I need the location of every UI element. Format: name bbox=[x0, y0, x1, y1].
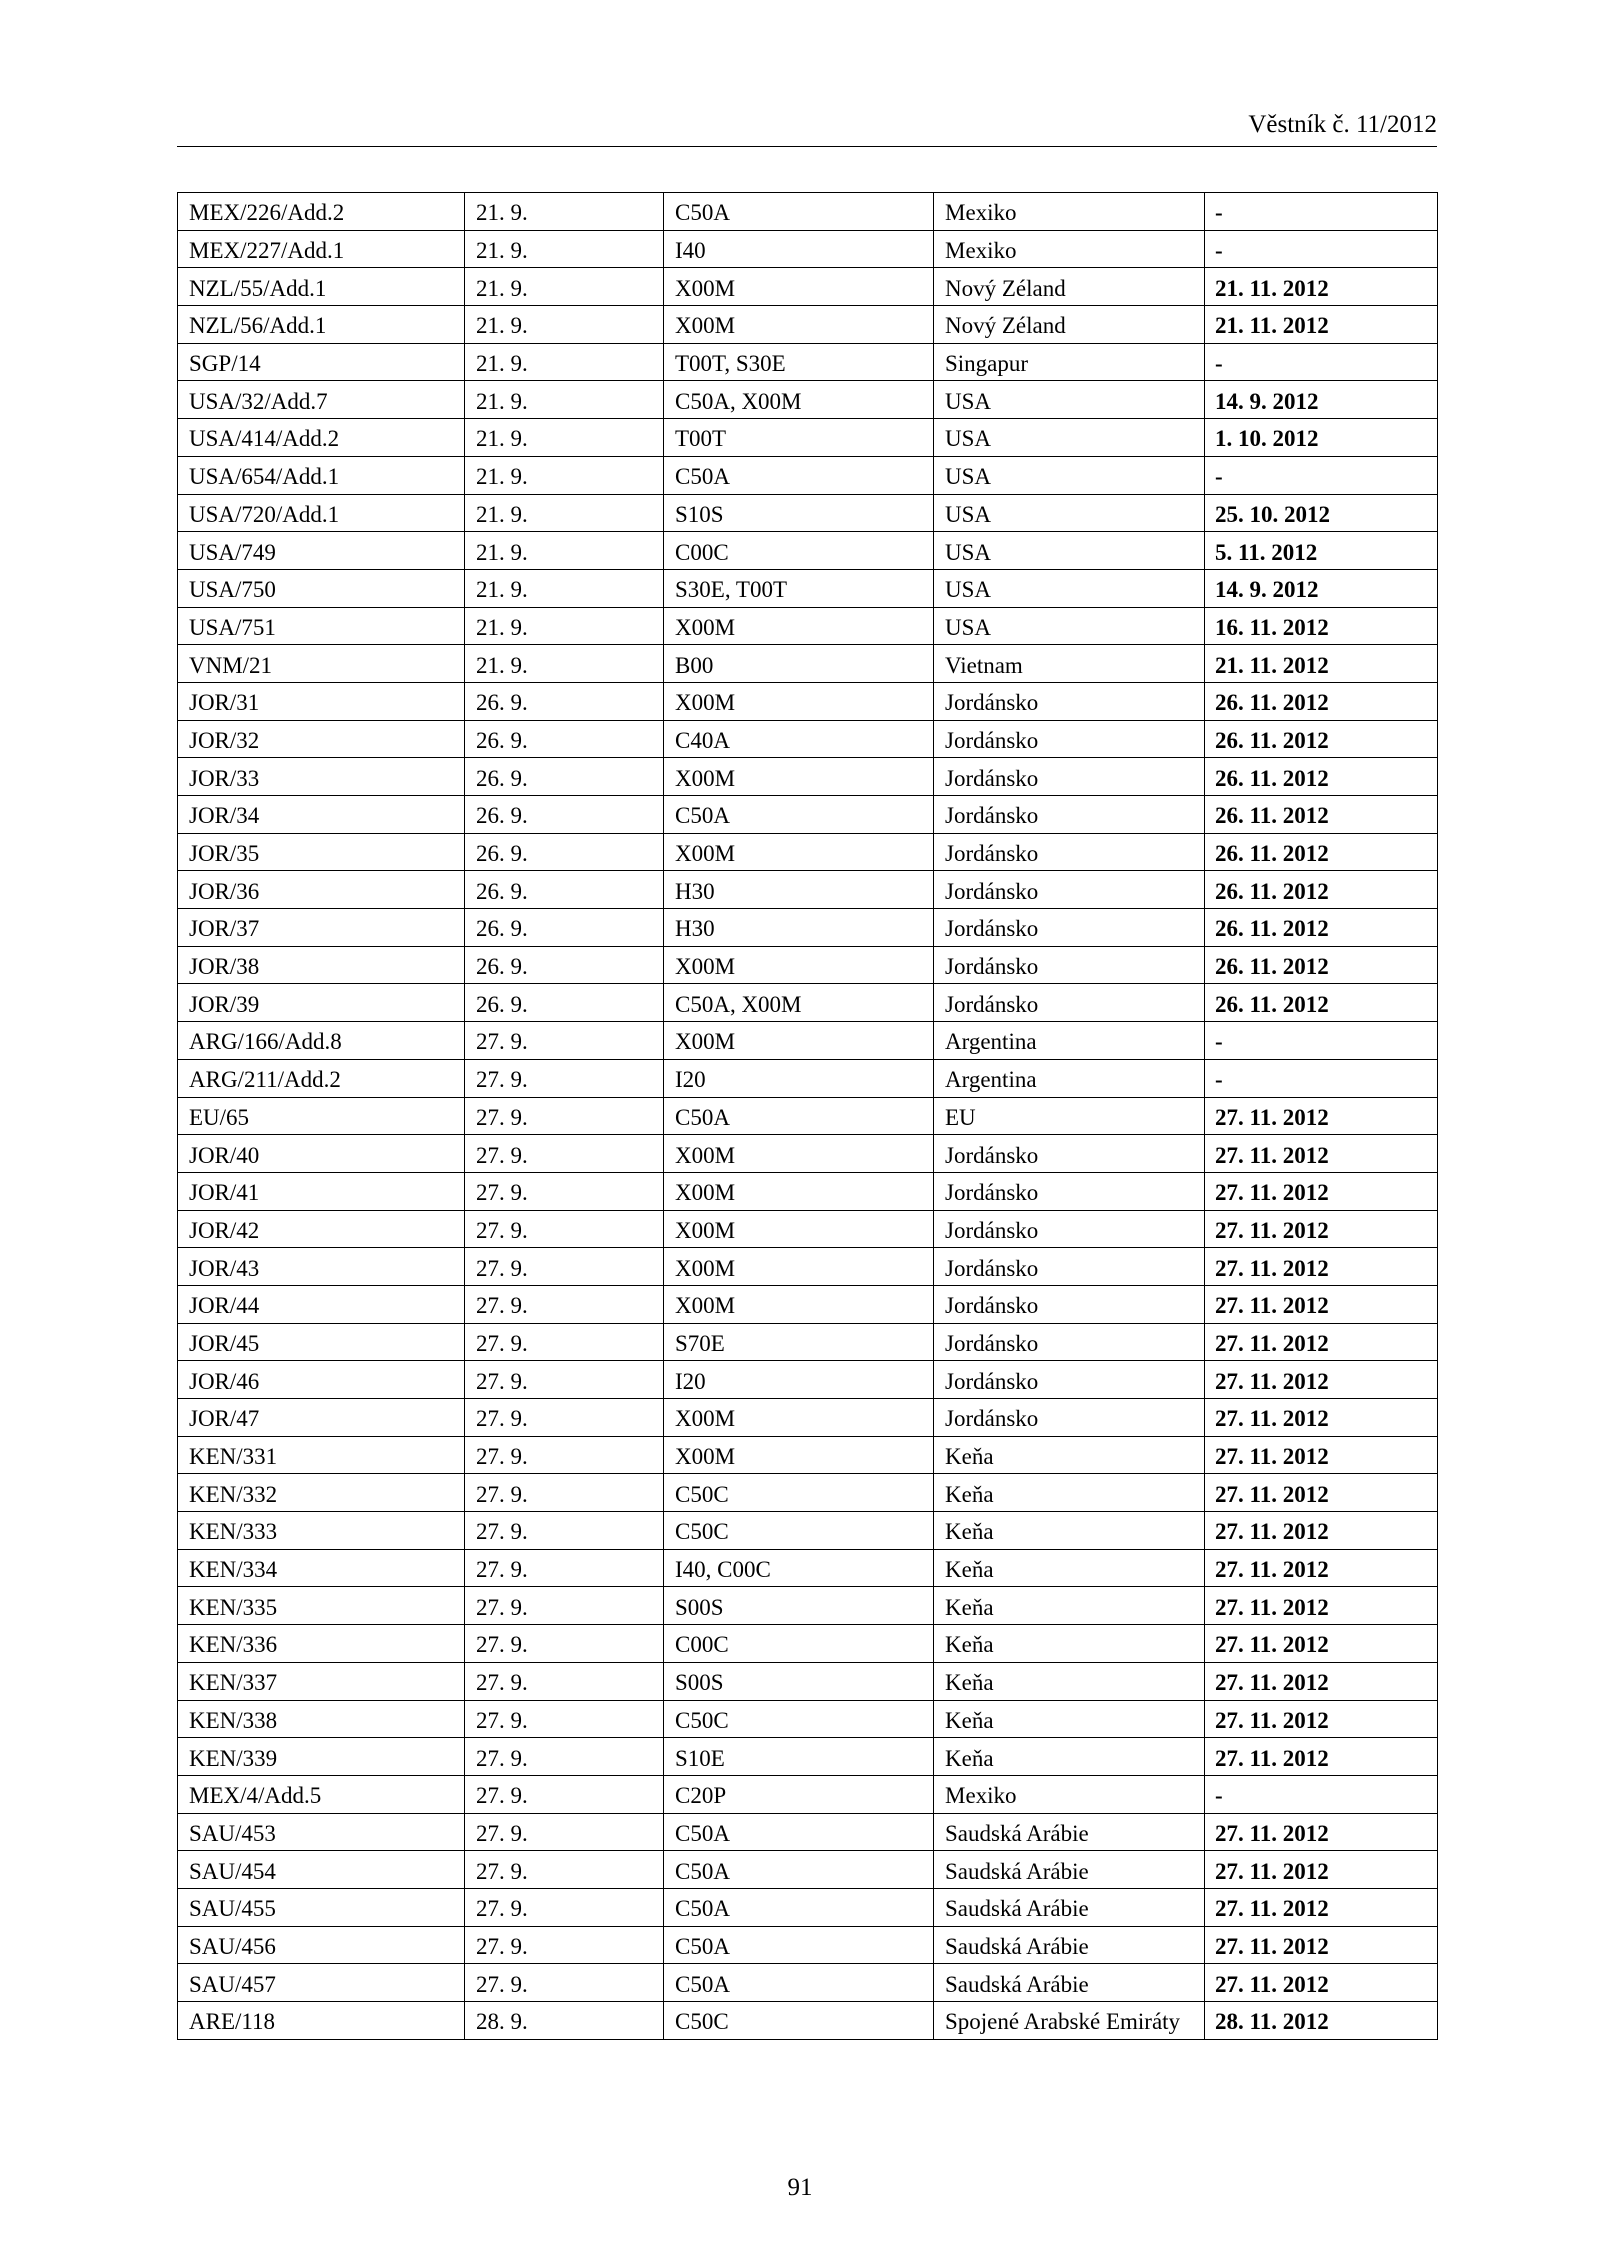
table-row bbox=[178, 532, 1438, 570]
cell-date: 27. 9. bbox=[465, 1512, 664, 1550]
cell-country: Jordánsko bbox=[934, 720, 1205, 758]
cell-document-code: ARG/211/Add.2 bbox=[178, 1059, 465, 1097]
cell-country: Jordánsko bbox=[934, 1172, 1205, 1210]
cell-deadline: - bbox=[1205, 1775, 1438, 1813]
cell-country: Jordánsko bbox=[934, 984, 1205, 1022]
table-row bbox=[178, 1512, 1438, 1550]
table-row bbox=[178, 871, 1438, 909]
cell-deadline: - bbox=[1205, 343, 1438, 381]
table-row bbox=[178, 419, 1438, 457]
cell-date: 27. 9. bbox=[465, 1022, 664, 1060]
table-row bbox=[178, 494, 1438, 532]
table-row bbox=[178, 306, 1438, 344]
cell-product-code: X00M bbox=[664, 758, 934, 796]
cell-country: USA bbox=[934, 381, 1205, 419]
cell-product-code: C50C bbox=[664, 1700, 934, 1738]
table-row bbox=[178, 1926, 1438, 1964]
cell-date: 28. 9. bbox=[465, 2002, 664, 2040]
table-row bbox=[178, 1097, 1438, 1135]
cell-country: Mexiko bbox=[934, 230, 1205, 268]
cell-date: 21. 9. bbox=[465, 456, 664, 494]
cell-product-code: C50A bbox=[664, 193, 934, 231]
table-row bbox=[178, 343, 1438, 381]
cell-document-code: JOR/44 bbox=[178, 1285, 465, 1323]
cell-country: Argentina bbox=[934, 1059, 1205, 1097]
cell-country: USA bbox=[934, 569, 1205, 607]
cell-document-code: KEN/339 bbox=[178, 1738, 465, 1776]
cell-country: Jordánsko bbox=[934, 909, 1205, 947]
cell-document-code: VNM/21 bbox=[178, 645, 465, 683]
cell-product-code: C50A bbox=[664, 1851, 934, 1889]
cell-country: Jordánsko bbox=[934, 1248, 1205, 1286]
cell-date: 26. 9. bbox=[465, 984, 664, 1022]
cell-document-code: USA/32/Add.7 bbox=[178, 381, 465, 419]
table-row bbox=[178, 569, 1438, 607]
cell-product-code: C00C bbox=[664, 532, 934, 570]
cell-deadline: 26. 11. 2012 bbox=[1205, 833, 1438, 871]
table-row bbox=[178, 1474, 1438, 1512]
cell-date: 27. 9. bbox=[465, 1135, 664, 1173]
table-row bbox=[178, 1436, 1438, 1474]
cell-document-code: KEN/337 bbox=[178, 1662, 465, 1700]
cell-deadline: 27. 11. 2012 bbox=[1205, 1474, 1438, 1512]
cell-product-code: C50A bbox=[664, 456, 934, 494]
cell-deadline: - bbox=[1205, 456, 1438, 494]
cell-document-code: JOR/39 bbox=[178, 984, 465, 1022]
cell-product-code: X00M bbox=[664, 1172, 934, 1210]
cell-document-code: JOR/36 bbox=[178, 871, 465, 909]
cell-product-code: C50C bbox=[664, 1474, 934, 1512]
cell-document-code: JOR/34 bbox=[178, 796, 465, 834]
cell-date: 21. 9. bbox=[465, 230, 664, 268]
cell-product-code: S00S bbox=[664, 1662, 934, 1700]
cell-document-code: JOR/45 bbox=[178, 1323, 465, 1361]
cell-deadline: 27. 11. 2012 bbox=[1205, 1135, 1438, 1173]
cell-document-code: MEX/4/Add.5 bbox=[178, 1775, 465, 1813]
cell-country: Keňa bbox=[934, 1512, 1205, 1550]
cell-product-code: C50A bbox=[664, 1888, 934, 1926]
cell-deadline: 14. 9. 2012 bbox=[1205, 569, 1438, 607]
table-body bbox=[178, 193, 1438, 2040]
cell-date: 27. 9. bbox=[465, 1738, 664, 1776]
cell-deadline: 26. 11. 2012 bbox=[1205, 909, 1438, 947]
cell-date: 27. 9. bbox=[465, 1926, 664, 1964]
table-row bbox=[178, 1285, 1438, 1323]
cell-deadline: 27. 11. 2012 bbox=[1205, 1172, 1438, 1210]
cell-deadline: 27. 11. 2012 bbox=[1205, 1549, 1438, 1587]
cell-date: 27. 9. bbox=[465, 1549, 664, 1587]
cell-deadline: 28. 11. 2012 bbox=[1205, 2002, 1438, 2040]
table-row bbox=[178, 984, 1438, 1022]
cell-date: 21. 9. bbox=[465, 645, 664, 683]
cell-product-code: I40, C00C bbox=[664, 1549, 934, 1587]
cell-country: Keňa bbox=[934, 1625, 1205, 1663]
table-row bbox=[178, 193, 1438, 231]
cell-document-code: SAU/457 bbox=[178, 1964, 465, 2002]
table-row bbox=[178, 1022, 1438, 1060]
cell-product-code: X00M bbox=[664, 1135, 934, 1173]
cell-product-code: C50A bbox=[664, 1964, 934, 2002]
cell-deadline: 27. 11. 2012 bbox=[1205, 1851, 1438, 1889]
cell-date: 26. 9. bbox=[465, 871, 664, 909]
cell-date: 27. 9. bbox=[465, 1172, 664, 1210]
cell-product-code: S10E bbox=[664, 1738, 934, 1776]
cell-country: Jordánsko bbox=[934, 1399, 1205, 1437]
cell-date: 27. 9. bbox=[465, 1662, 664, 1700]
cell-deadline: 27. 11. 2012 bbox=[1205, 1285, 1438, 1323]
table-row bbox=[178, 758, 1438, 796]
cell-country: Jordánsko bbox=[934, 1135, 1205, 1173]
cell-document-code: NZL/55/Add.1 bbox=[178, 268, 465, 306]
cell-country: USA bbox=[934, 494, 1205, 532]
cell-date: 27. 9. bbox=[465, 1285, 664, 1323]
cell-country: Saudská Arábie bbox=[934, 1813, 1205, 1851]
cell-product-code: C50C bbox=[664, 1512, 934, 1550]
cell-date: 27. 9. bbox=[465, 1775, 664, 1813]
cell-country: Keňa bbox=[934, 1549, 1205, 1587]
cell-date: 21. 9. bbox=[465, 607, 664, 645]
cell-deadline: 26. 11. 2012 bbox=[1205, 682, 1438, 720]
cell-product-code: S30E, T00T bbox=[664, 569, 934, 607]
cell-deadline: 14. 9. 2012 bbox=[1205, 381, 1438, 419]
cell-product-code: X00M bbox=[664, 1399, 934, 1437]
cell-country: Singapur bbox=[934, 343, 1205, 381]
cell-country: Jordánsko bbox=[934, 796, 1205, 834]
cell-product-code: C20P bbox=[664, 1775, 934, 1813]
cell-product-code: X00M bbox=[664, 1022, 934, 1060]
cell-deadline: 27. 11. 2012 bbox=[1205, 1700, 1438, 1738]
table-row bbox=[178, 1399, 1438, 1437]
cell-date: 27. 9. bbox=[465, 1248, 664, 1286]
cell-deadline: 27. 11. 2012 bbox=[1205, 1323, 1438, 1361]
cell-document-code: SAU/456 bbox=[178, 1926, 465, 1964]
cell-date: 26. 9. bbox=[465, 909, 664, 947]
cell-document-code: ARG/166/Add.8 bbox=[178, 1022, 465, 1060]
cell-country: Nový Zéland bbox=[934, 306, 1205, 344]
cell-deadline: 27. 11. 2012 bbox=[1205, 1097, 1438, 1135]
cell-product-code: X00M bbox=[664, 833, 934, 871]
cell-product-code: X00M bbox=[664, 1248, 934, 1286]
cell-deadline: 21. 11. 2012 bbox=[1205, 306, 1438, 344]
cell-product-code: I20 bbox=[664, 1059, 934, 1097]
cell-country: USA bbox=[934, 607, 1205, 645]
cell-date: 27. 9. bbox=[465, 1097, 664, 1135]
cell-deadline: 1. 10. 2012 bbox=[1205, 419, 1438, 457]
cell-product-code: C50A bbox=[664, 796, 934, 834]
cell-document-code: JOR/37 bbox=[178, 909, 465, 947]
cell-document-code: KEN/334 bbox=[178, 1549, 465, 1587]
table-row bbox=[178, 833, 1438, 871]
cell-date: 21. 9. bbox=[465, 381, 664, 419]
cell-date: 27. 9. bbox=[465, 1436, 664, 1474]
cell-document-code: USA/749 bbox=[178, 532, 465, 570]
cell-deadline: 27. 11. 2012 bbox=[1205, 1361, 1438, 1399]
cell-country: Jordánsko bbox=[934, 1210, 1205, 1248]
table-row bbox=[178, 1587, 1438, 1625]
cell-deadline: 27. 11. 2012 bbox=[1205, 1813, 1438, 1851]
cell-country: Mexiko bbox=[934, 1775, 1205, 1813]
cell-deadline: 27. 11. 2012 bbox=[1205, 1248, 1438, 1286]
cell-product-code: I20 bbox=[664, 1361, 934, 1399]
cell-document-code: SGP/14 bbox=[178, 343, 465, 381]
table-row bbox=[178, 1059, 1438, 1097]
cell-country: Spojené Arabské Emiráty bbox=[934, 2002, 1205, 2040]
table-row bbox=[178, 796, 1438, 834]
cell-product-code: C50C bbox=[664, 2002, 934, 2040]
cell-country: Keňa bbox=[934, 1738, 1205, 1776]
page-number: 91 bbox=[787, 2174, 813, 2201]
table-row bbox=[178, 1851, 1438, 1889]
table-row bbox=[178, 1700, 1438, 1738]
cell-date: 21. 9. bbox=[465, 419, 664, 457]
cell-date: 27. 9. bbox=[465, 1888, 664, 1926]
table-row bbox=[178, 645, 1438, 683]
cell-date: 27. 9. bbox=[465, 1625, 664, 1663]
table-row bbox=[178, 682, 1438, 720]
cell-document-code: SAU/454 bbox=[178, 1851, 465, 1889]
cell-date: 21. 9. bbox=[465, 268, 664, 306]
cell-product-code: S00S bbox=[664, 1587, 934, 1625]
page-header-title: Věstník č. 11/2012 bbox=[1248, 111, 1437, 138]
cell-deadline: 25. 10. 2012 bbox=[1205, 494, 1438, 532]
cell-product-code: C50A bbox=[664, 1097, 934, 1135]
cell-document-code: KEN/331 bbox=[178, 1436, 465, 1474]
cell-document-code: USA/751 bbox=[178, 607, 465, 645]
table-row bbox=[178, 607, 1438, 645]
cell-document-code: SAU/453 bbox=[178, 1813, 465, 1851]
table-row bbox=[178, 1888, 1438, 1926]
table-row bbox=[178, 1549, 1438, 1587]
table-row bbox=[178, 946, 1438, 984]
cell-deadline: 16. 11. 2012 bbox=[1205, 607, 1438, 645]
cell-country: USA bbox=[934, 532, 1205, 570]
cell-deadline: 26. 11. 2012 bbox=[1205, 946, 1438, 984]
cell-document-code: JOR/31 bbox=[178, 682, 465, 720]
cell-product-code: S70E bbox=[664, 1323, 934, 1361]
table-row bbox=[178, 2002, 1438, 2040]
cell-deadline: - bbox=[1205, 193, 1438, 231]
cell-document-code: KEN/338 bbox=[178, 1700, 465, 1738]
cell-product-code: S10S bbox=[664, 494, 934, 532]
cell-deadline: 26. 11. 2012 bbox=[1205, 984, 1438, 1022]
cell-country: Nový Zéland bbox=[934, 268, 1205, 306]
cell-country: EU bbox=[934, 1097, 1205, 1135]
cell-deadline: - bbox=[1205, 230, 1438, 268]
table-row bbox=[178, 1248, 1438, 1286]
cell-country: Keňa bbox=[934, 1436, 1205, 1474]
cell-document-code: KEN/333 bbox=[178, 1512, 465, 1550]
cell-document-code: ARE/118 bbox=[178, 2002, 465, 2040]
cell-deadline: 21. 11. 2012 bbox=[1205, 268, 1438, 306]
cell-country: Saudská Arábie bbox=[934, 1888, 1205, 1926]
cell-date: 27. 9. bbox=[465, 1813, 664, 1851]
table-row bbox=[178, 1323, 1438, 1361]
table-row bbox=[178, 1172, 1438, 1210]
cell-country: Jordánsko bbox=[934, 833, 1205, 871]
cell-document-code: EU/65 bbox=[178, 1097, 465, 1135]
cell-country: Jordánsko bbox=[934, 871, 1205, 909]
cell-deadline: - bbox=[1205, 1059, 1438, 1097]
cell-document-code: KEN/336 bbox=[178, 1625, 465, 1663]
table-row bbox=[178, 268, 1438, 306]
table-row bbox=[178, 381, 1438, 419]
cell-product-code: C50A bbox=[664, 1926, 934, 1964]
cell-product-code: H30 bbox=[664, 909, 934, 947]
cell-date: 27. 9. bbox=[465, 1851, 664, 1889]
cell-deadline: 26. 11. 2012 bbox=[1205, 758, 1438, 796]
table-row bbox=[178, 230, 1438, 268]
table-row bbox=[178, 1964, 1438, 2002]
cell-product-code: X00M bbox=[664, 946, 934, 984]
cell-date: 27. 9. bbox=[465, 1474, 664, 1512]
cell-document-code: USA/414/Add.2 bbox=[178, 419, 465, 457]
cell-document-code: SAU/455 bbox=[178, 1888, 465, 1926]
cell-country: Jordánsko bbox=[934, 946, 1205, 984]
cell-document-code: USA/654/Add.1 bbox=[178, 456, 465, 494]
cell-product-code: C40A bbox=[664, 720, 934, 758]
table-row bbox=[178, 1210, 1438, 1248]
cell-deadline: 27. 11. 2012 bbox=[1205, 1587, 1438, 1625]
cell-country: USA bbox=[934, 456, 1205, 494]
cell-date: 26. 9. bbox=[465, 833, 664, 871]
cell-country: Jordánsko bbox=[934, 1323, 1205, 1361]
cell-date: 27. 9. bbox=[465, 1059, 664, 1097]
cell-date: 21. 9. bbox=[465, 306, 664, 344]
cell-date: 26. 9. bbox=[465, 682, 664, 720]
cell-country: Keňa bbox=[934, 1587, 1205, 1625]
cell-date: 21. 9. bbox=[465, 532, 664, 570]
cell-country: Jordánsko bbox=[934, 682, 1205, 720]
cell-deadline: 27. 11. 2012 bbox=[1205, 1888, 1438, 1926]
cell-country: Jordánsko bbox=[934, 1285, 1205, 1323]
cell-deadline: - bbox=[1205, 1022, 1438, 1060]
cell-product-code: X00M bbox=[664, 607, 934, 645]
cell-date: 27. 9. bbox=[465, 1210, 664, 1248]
cell-deadline: 27. 11. 2012 bbox=[1205, 1738, 1438, 1776]
cell-product-code: X00M bbox=[664, 682, 934, 720]
cell-country: Saudská Arábie bbox=[934, 1926, 1205, 1964]
cell-document-code: JOR/46 bbox=[178, 1361, 465, 1399]
cell-country: Argentina bbox=[934, 1022, 1205, 1060]
cell-date: 21. 9. bbox=[465, 494, 664, 532]
cell-date: 27. 9. bbox=[465, 1964, 664, 2002]
cell-product-code: T00T, S30E bbox=[664, 343, 934, 381]
cell-document-code: JOR/47 bbox=[178, 1399, 465, 1437]
cell-country: Mexiko bbox=[934, 193, 1205, 231]
cell-date: 27. 9. bbox=[465, 1587, 664, 1625]
table-row bbox=[178, 1662, 1438, 1700]
cell-date: 27. 9. bbox=[465, 1323, 664, 1361]
cell-country: Keňa bbox=[934, 1474, 1205, 1512]
cell-document-code: JOR/35 bbox=[178, 833, 465, 871]
cell-date: 21. 9. bbox=[465, 193, 664, 231]
cell-date: 26. 9. bbox=[465, 758, 664, 796]
cell-deadline: 27. 11. 2012 bbox=[1205, 1512, 1438, 1550]
cell-document-code: USA/750 bbox=[178, 569, 465, 607]
cell-date: 21. 9. bbox=[465, 569, 664, 607]
cell-date: 26. 9. bbox=[465, 796, 664, 834]
cell-date: 27. 9. bbox=[465, 1700, 664, 1738]
cell-date: 27. 9. bbox=[465, 1399, 664, 1437]
cell-deadline: 27. 11. 2012 bbox=[1205, 1926, 1438, 1964]
cell-country: Keňa bbox=[934, 1700, 1205, 1738]
table-row bbox=[178, 909, 1438, 947]
table-row bbox=[178, 1813, 1438, 1851]
cell-country: Vietnam bbox=[934, 645, 1205, 683]
cell-product-code: C50A bbox=[664, 1813, 934, 1851]
cell-product-code: I40 bbox=[664, 230, 934, 268]
cell-product-code: X00M bbox=[664, 1210, 934, 1248]
cell-product-code: B00 bbox=[664, 645, 934, 683]
cell-document-code: JOR/43 bbox=[178, 1248, 465, 1286]
cell-product-code: X00M bbox=[664, 268, 934, 306]
cell-country: Saudská Arábie bbox=[934, 1851, 1205, 1889]
cell-country: Keňa bbox=[934, 1662, 1205, 1700]
table-row bbox=[178, 1625, 1438, 1663]
cell-document-code: MEX/227/Add.1 bbox=[178, 230, 465, 268]
cell-product-code: H30 bbox=[664, 871, 934, 909]
cell-document-code: JOR/38 bbox=[178, 946, 465, 984]
header-rule bbox=[177, 146, 1437, 147]
cell-document-code: JOR/42 bbox=[178, 1210, 465, 1248]
table-row bbox=[178, 1135, 1438, 1173]
cell-product-code: X00M bbox=[664, 1436, 934, 1474]
cell-document-code: MEX/226/Add.2 bbox=[178, 193, 465, 231]
cell-document-code: JOR/32 bbox=[178, 720, 465, 758]
cell-product-code: T00T bbox=[664, 419, 934, 457]
cell-date: 26. 9. bbox=[465, 946, 664, 984]
table-row bbox=[178, 1361, 1438, 1399]
cell-deadline: 27. 11. 2012 bbox=[1205, 1436, 1438, 1474]
cell-date: 26. 9. bbox=[465, 720, 664, 758]
cell-product-code: C00C bbox=[664, 1625, 934, 1663]
table-row bbox=[178, 456, 1438, 494]
notification-table bbox=[177, 192, 1438, 2040]
table-row bbox=[178, 1775, 1438, 1813]
cell-document-code: NZL/56/Add.1 bbox=[178, 306, 465, 344]
cell-deadline: 27. 11. 2012 bbox=[1205, 1625, 1438, 1663]
cell-country: USA bbox=[934, 419, 1205, 457]
cell-document-code: KEN/335 bbox=[178, 1587, 465, 1625]
cell-deadline: 27. 11. 2012 bbox=[1205, 1662, 1438, 1700]
cell-document-code: USA/720/Add.1 bbox=[178, 494, 465, 532]
cell-country: Jordánsko bbox=[934, 758, 1205, 796]
cell-document-code: KEN/332 bbox=[178, 1474, 465, 1512]
cell-deadline: 27. 11. 2012 bbox=[1205, 1399, 1438, 1437]
cell-deadline: 26. 11. 2012 bbox=[1205, 720, 1438, 758]
cell-product-code: X00M bbox=[664, 1285, 934, 1323]
cell-deadline: 5. 11. 2012 bbox=[1205, 532, 1438, 570]
cell-country: Saudská Arábie bbox=[934, 1964, 1205, 2002]
cell-deadline: 26. 11. 2012 bbox=[1205, 871, 1438, 909]
cell-date: 27. 9. bbox=[465, 1361, 664, 1399]
table-row bbox=[178, 1738, 1438, 1776]
cell-document-code: JOR/40 bbox=[178, 1135, 465, 1173]
cell-date: 21. 9. bbox=[465, 343, 664, 381]
cell-document-code: JOR/41 bbox=[178, 1172, 465, 1210]
cell-country: Jordánsko bbox=[934, 1361, 1205, 1399]
cell-deadline: 27. 11. 2012 bbox=[1205, 1964, 1438, 2002]
cell-deadline: 27. 11. 2012 bbox=[1205, 1210, 1438, 1248]
table-row bbox=[178, 720, 1438, 758]
cell-deadline: 21. 11. 2012 bbox=[1205, 645, 1438, 683]
cell-deadline: 26. 11. 2012 bbox=[1205, 796, 1438, 834]
cell-product-code: C50A, X00M bbox=[664, 381, 934, 419]
cell-product-code: C50A, X00M bbox=[664, 984, 934, 1022]
cell-product-code: X00M bbox=[664, 306, 934, 344]
cell-document-code: JOR/33 bbox=[178, 758, 465, 796]
